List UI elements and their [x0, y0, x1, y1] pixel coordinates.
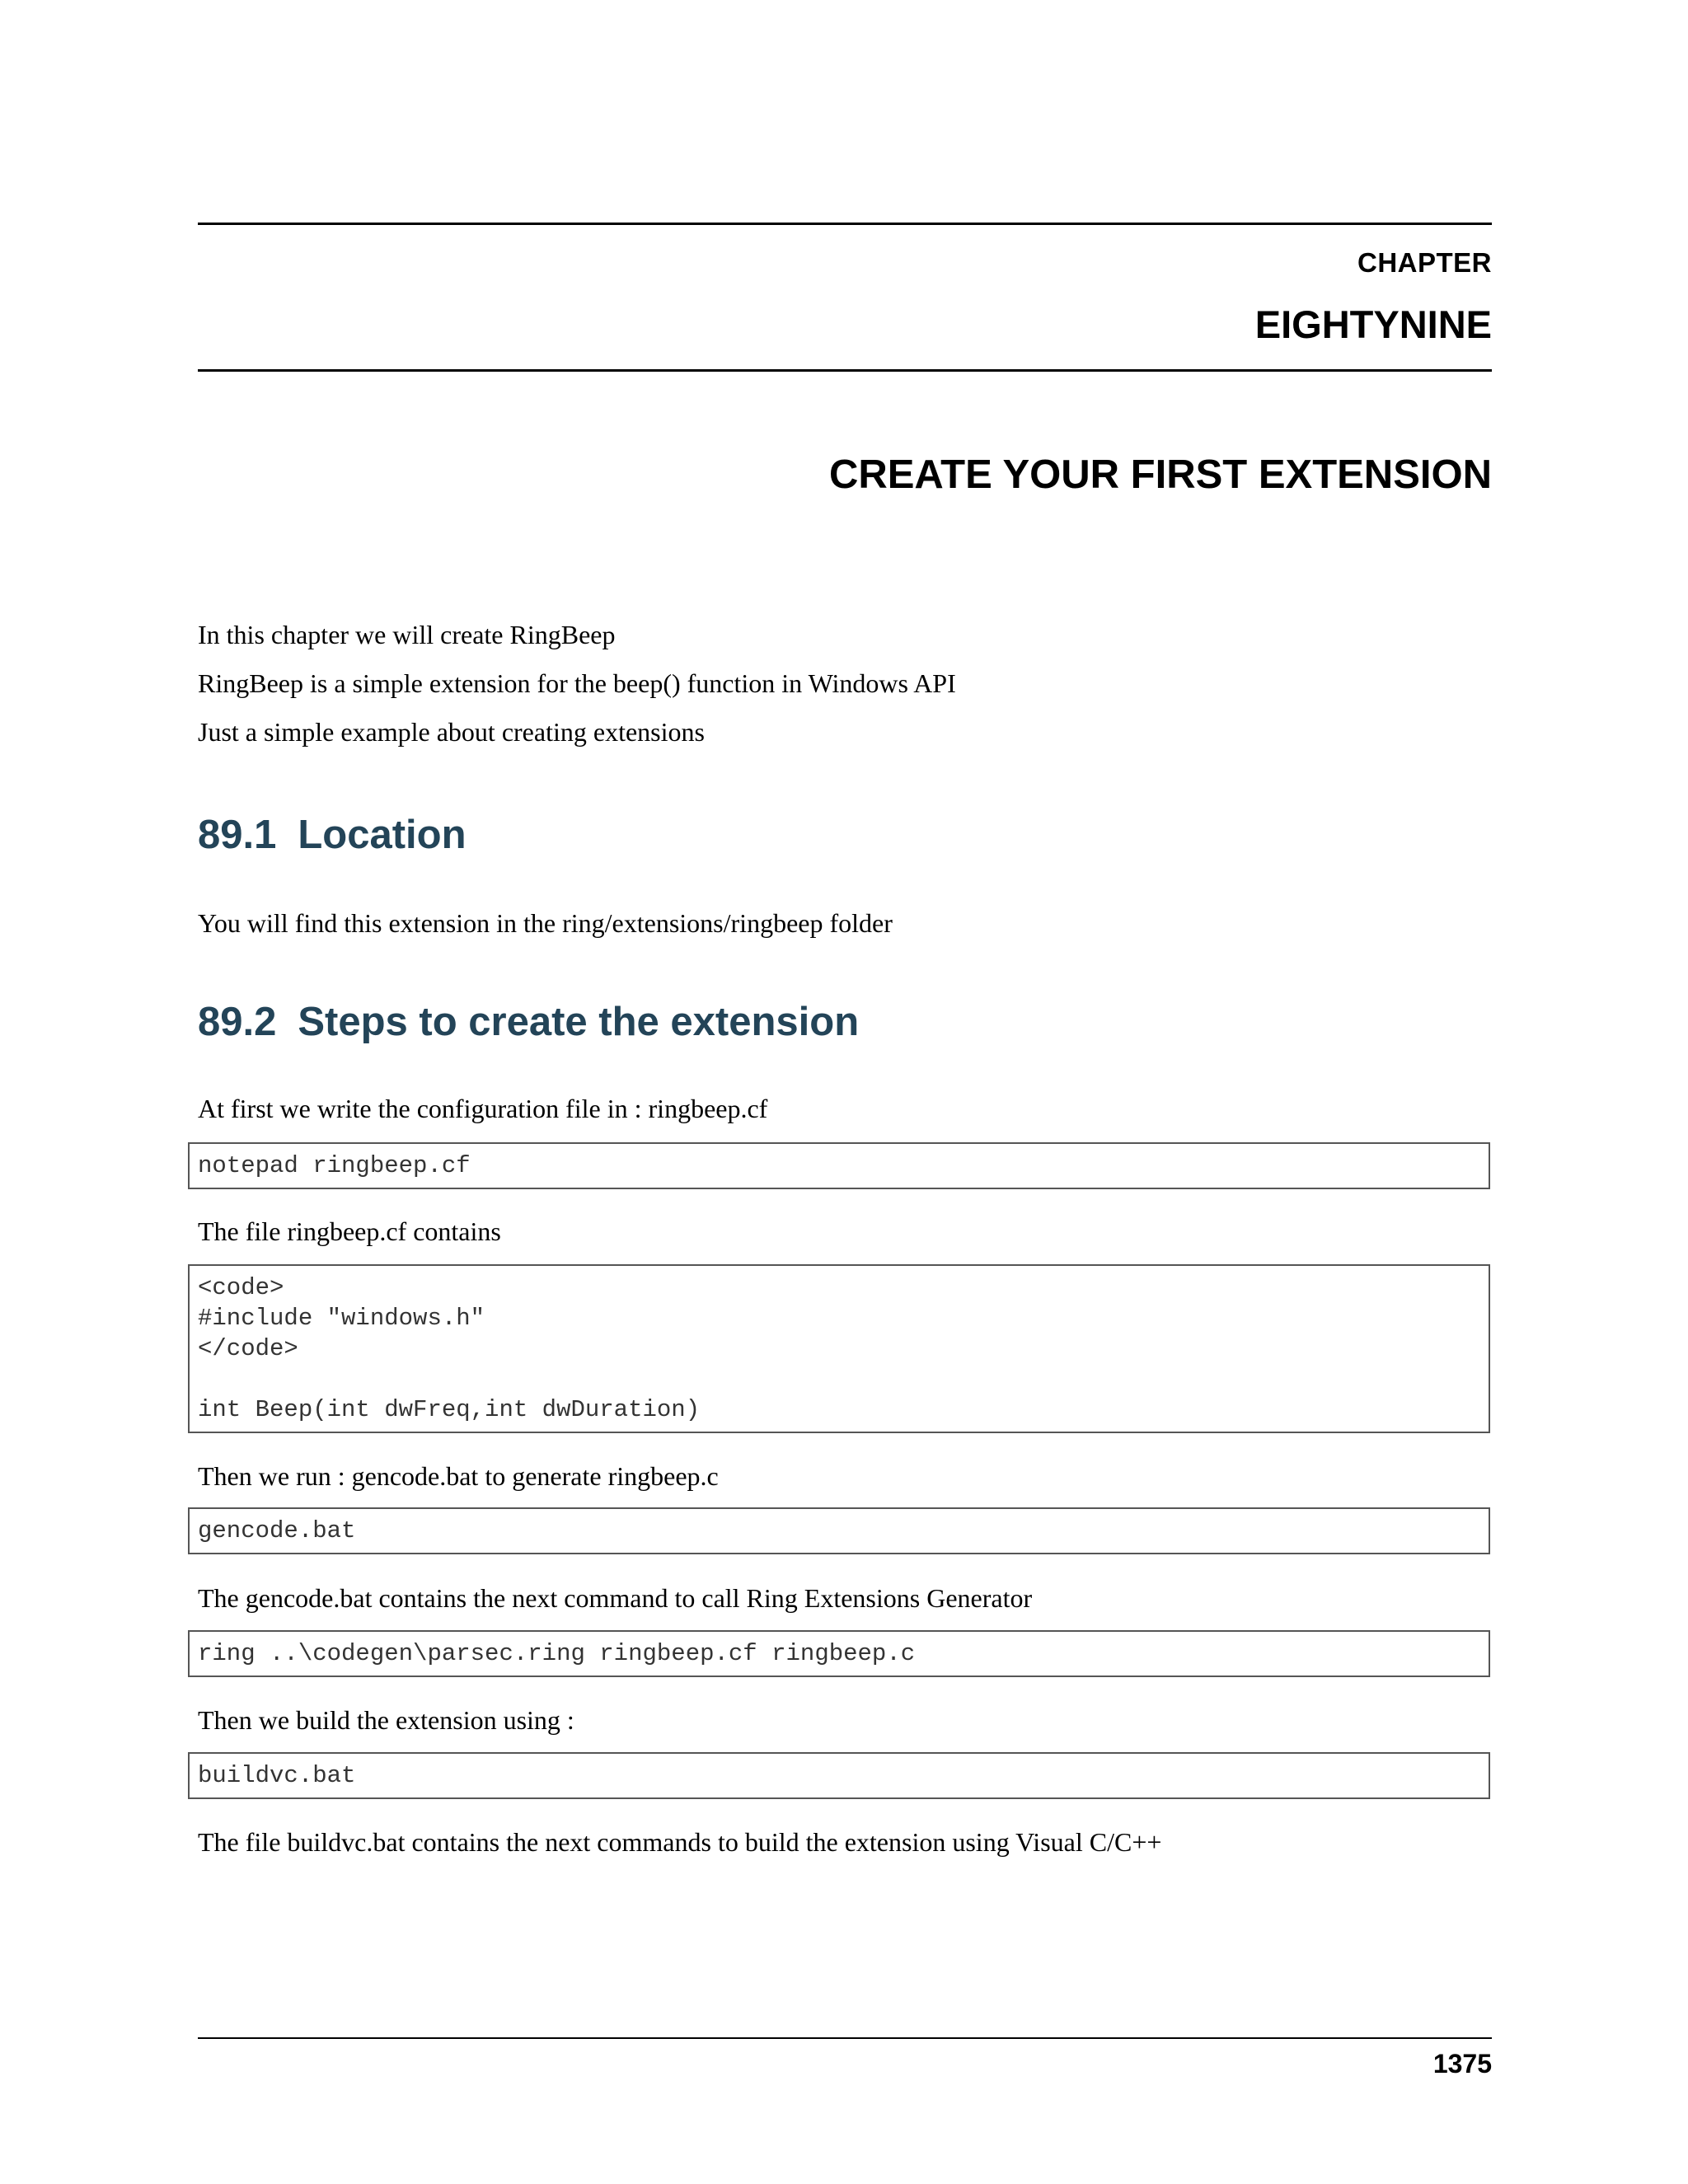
steps-paragraph-1: At first we write the configuration file in : ringbeep.cf: [198, 1094, 768, 1123]
code-line: int Beep(int dwFreq,int dwDuration): [198, 1396, 701, 1423]
intro-paragraph-1: In this chapter we will create RingBeep: [198, 620, 616, 649]
section-heading-steps: [198, 999, 859, 1045]
document-page: [198, 0, 1492, 2184]
code-line: [198, 1364, 1480, 1394]
code-line: buildvc.bat: [198, 1762, 356, 1789]
code-line: </code>: [198, 1335, 298, 1362]
code-block-notepad: [188, 1142, 1490, 1189]
steps-paragraph-4: The gencode.bat contains the next command to call Ring Extensions Generator: [198, 1583, 1033, 1613]
chapter-number: EIGHTYNINE: [1254, 302, 1492, 346]
intro-paragraph-2: RingBeep is a simple extension for the beep() function in Windows API: [198, 668, 956, 698]
code-block-buildvc: [188, 1752, 1490, 1799]
header-bottom-rule: [198, 369, 1492, 372]
steps-paragraph-5: Then we build the extension using :: [198, 1705, 574, 1735]
chapter-title: CREATE YOUR FIRST EXTENSION: [828, 452, 1492, 497]
header-top-rule: [198, 223, 1492, 225]
location-paragraph: You will find this extension in the ring/extensions/ringbeep folder: [198, 908, 893, 938]
code-line: notepad ringbeep.cf: [198, 1152, 471, 1179]
section-title-text: Steps to create the extension: [298, 1000, 860, 1044]
steps-paragraph-3: Then we run : gencode.bat to generate ringbeep.c: [198, 1461, 719, 1491]
code-block-gencode: [188, 1507, 1490, 1554]
code-line: ring ..\codegen\parsec.ring ringbeep.cf ringbeep.c: [198, 1640, 916, 1667]
section-title-text: Location: [298, 813, 467, 857]
section-number: 89.1: [198, 813, 277, 857]
code-line: <code>: [198, 1274, 284, 1301]
intro-paragraph-3: Just a simple example about creating extensions: [198, 717, 705, 747]
code-block-parsec: [188, 1630, 1490, 1677]
code-line: #include "windows.h": [198, 1305, 485, 1332]
steps-paragraph-2: The file ringbeep.cf contains: [198, 1216, 501, 1246]
code-line: gencode.bat: [198, 1517, 356, 1544]
steps-paragraph-6: The file buildvc.bat contains the next commands to build the extension using Visual C/C++: [198, 1827, 1162, 1857]
chapter-label: CHAPTER: [1357, 247, 1492, 278]
footer-rule: [198, 2037, 1492, 2039]
section-heading-location: [198, 812, 467, 858]
page-number: 1375: [1432, 2049, 1492, 2079]
code-block-ringbeep-cf: [188, 1264, 1490, 1433]
section-number: 89.2: [198, 1000, 277, 1044]
